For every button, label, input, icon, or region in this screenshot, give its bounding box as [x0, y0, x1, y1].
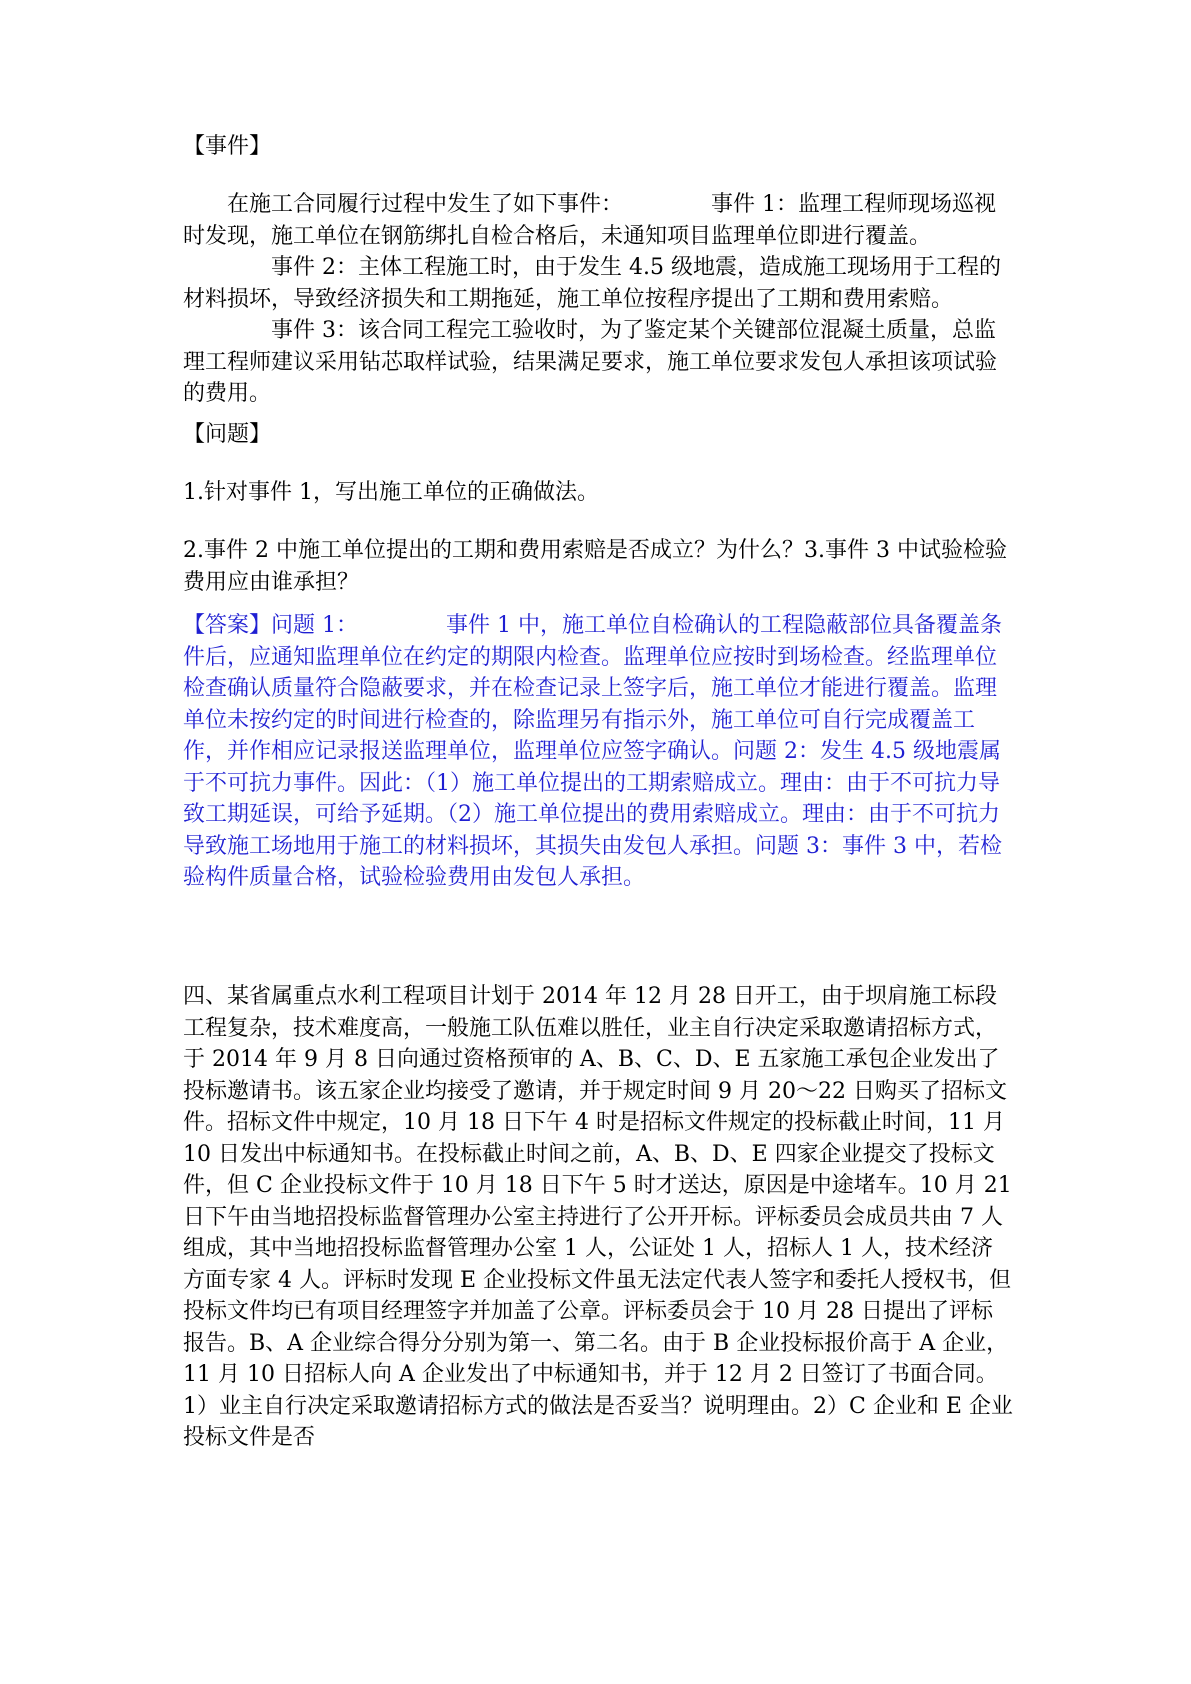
question-heading: 【问题】	[183, 422, 272, 447]
event-intro: 在施工合同履行过程中发生了如下事件：	[227, 192, 624, 217]
question-2-3: 2.事件 2 中施工单位提出的工期和费用索赔是否成立？为什么？3.事件 3 中试验检验费用应由谁承担？	[183, 538, 1007, 595]
event-paragraph	[183, 189, 1013, 410]
section-four-paragraph: 四、某省属重点水利工程项目计划于 2014 年 12 月 28 日开工，由于坝肩施工标段工程复杂，技术难度高，一般施工队伍难以胜任，业主自行决定采取邀请招标方式，于 2014 年 9 月 8 日向通过资格预审的 A、B、C、D、E 五家施工承包企业发出了投标邀请书。该五家企业均接受了邀请，并于规定时间 9 月 20～22 日购买了招标文件。招标文件中规定，10 月 18 日下午 4 时是招标文件规定的投标截止时间，11 月 10 日发出中标通知书。在投标截止时间之前，A、B、D、E 四家企业提交了投标文件，但 C 企业投标文件于 10 月 18 日下午 5 时才送达，原因是中途堵车。10 月 21 日下午由当地招投标监督管理办公室主持进行了公开开标。评标委员会成员共由 7 人组成，其中当地招投标监督管理办公室 1 人，公证处 1 人，招标人 1 人，技术经济方面专家 4 人。评标时发现 E 企业投标文件虽无法定代表人签字和委托人授权书，但投标文件均已有项目经理签字并加盖了公章。评标委员会于 10 月 28 日提出了评标报告。B、A 企业综合得分分别为第一、第二名。由于 B 企业投标报价高于 A 企业，11 月 10 日招标人向 A 企业发出了中标通知书，并于 12 月 2 日签订了书面合同。1）业主自行决定采取邀请招标方式的做法是否妥当？说明理由。2）C 企业和 E 企业投标文件是否	[183, 984, 1013, 1450]
event-heading: 【事件】	[183, 134, 272, 159]
answer-text: 事件 1 中，施工单位自检确认的工程隐蔽部位具备覆盖条件后，应通知监理单位在约定的期限内检查。监理单位应按时到场检查。经监理单位检查确认质量符合隐蔽要求，并在检查记录上签字后，施工单位才能进行覆盖。监理单位未按约定的时间进行检查的，除监理另有指示外，施工单位可自行完成覆盖工作，并作相应记录报送监理单位，监理单位应签字确认。问题 2：发生 4.5 级地震属于不可抗力事件。因此：（1）施工单位提出的工期索赔成立。理由：由于不可抗力导致工期延误，可给予延期。（2）施工单位提出的费用索赔成立。理由：由于不可抗力导致施工场地用于施工的材料损坏，其损失由发包人承担。问题 3：事件 3 中，若检验构件质量合格，试验检验费用由发包人承担。	[183, 613, 1002, 890]
question-1: 1.针对事件 1，写出施工单位的正确做法。	[183, 480, 599, 505]
event-2: 事件 2：主体工程施工时，由于发生 4.5 级地震，造成施工现场用于工程的材料损坏，导致经济损失和工期拖延，施工单位按程序提出了工期和费用索赔。	[183, 255, 1001, 312]
event-3: 事件 3：该合同工程完工验收时，为了鉴定某个关键部位混凝土质量，总监理工程师建议采用钻芯取样试验，结果满足要求，施工单位要求发包人承担该项试验的费用。	[183, 318, 998, 406]
event-1: 事件 1：监理工程师现场巡视时发现，施工单位在钢筋绑扎自检合格后，未通知项目监理单位即进行覆盖。	[183, 192, 997, 249]
answer-paragraph	[183, 610, 1013, 894]
answer-label: 【答案】问题 1：	[183, 613, 358, 638]
